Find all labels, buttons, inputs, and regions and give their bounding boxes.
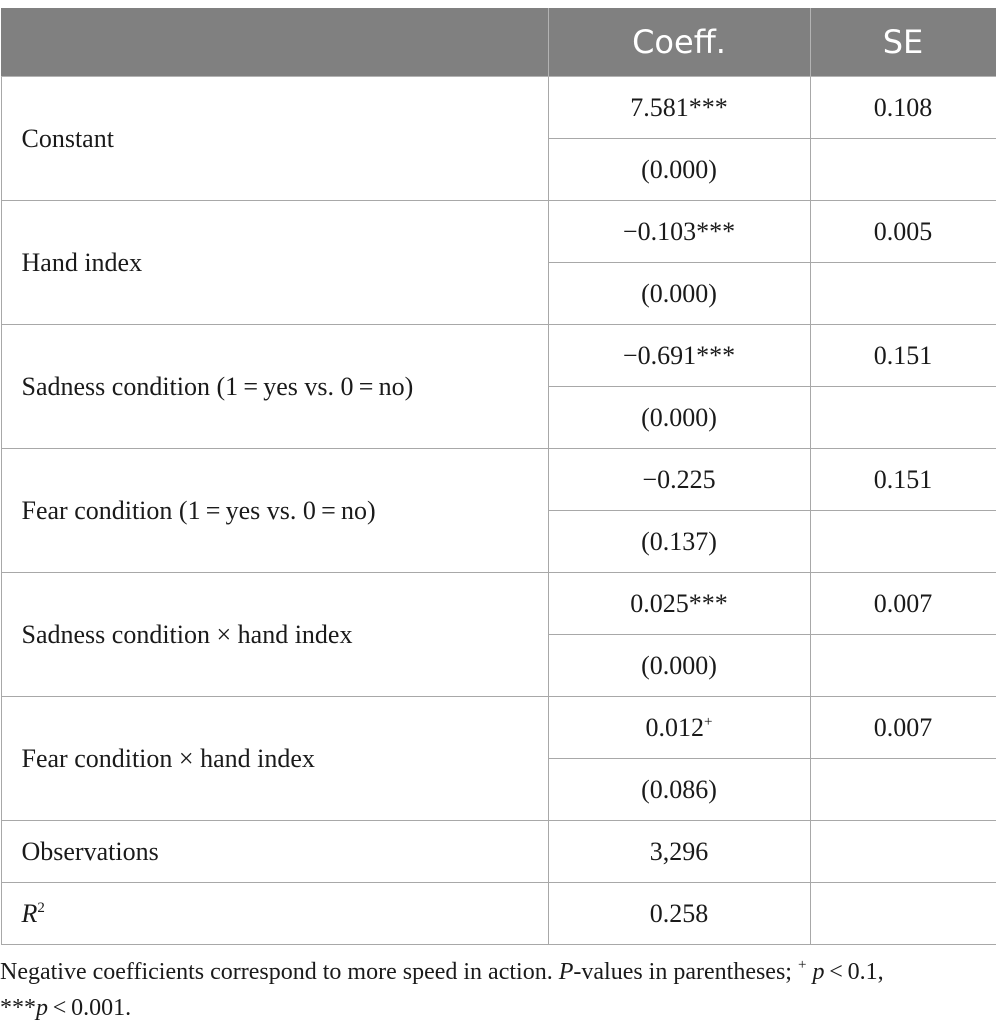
- coef-cell: −0.691***: [548, 325, 810, 387]
- se-cell: 0.108: [810, 77, 996, 139]
- empty-cell: [810, 263, 996, 325]
- pvalue-cell: (0.137): [548, 511, 810, 573]
- se-cell: 0.007: [810, 573, 996, 635]
- note-p-italic: P: [558, 959, 574, 985]
- note-p-italic: p: [812, 959, 825, 985]
- note-text: -values in parentheses;: [573, 959, 798, 985]
- pvalue-cell: (0.000): [548, 263, 810, 325]
- table-row-r2: [1, 883, 996, 945]
- row-label-hand-index: Hand index: [1, 201, 548, 325]
- empty-cell: [810, 139, 996, 201]
- table-row-observations: [1, 821, 996, 883]
- table-row: [1, 449, 996, 511]
- row-label-r2: [1, 883, 548, 945]
- empty-cell: [810, 883, 996, 945]
- regression-table-container: [0, 8, 996, 945]
- se-cell: 0.007: [810, 697, 996, 759]
- empty-cell: [810, 511, 996, 573]
- coef-value: 0.012: [645, 712, 705, 742]
- significance-plus: +: [704, 713, 713, 730]
- r2-letter: R: [21, 898, 38, 928]
- header-blank: [1, 8, 548, 77]
- se-cell: 0.151: [810, 449, 996, 511]
- pvalue-cell: (0.000): [548, 635, 810, 697]
- pvalue-cell: (0.000): [548, 139, 810, 201]
- row-label-sadness-condition: Sadness condition (1 = yes vs. 0 = no): [1, 325, 548, 449]
- empty-cell: [810, 387, 996, 449]
- note-p-italic: p: [36, 995, 48, 1021]
- table-row: [1, 573, 996, 635]
- coef-cell: 7.581***: [548, 77, 810, 139]
- coef-cell: −0.103***: [548, 201, 810, 263]
- table-row: [1, 77, 996, 139]
- note-text: Negative coefficients correspond to more speed in action.: [0, 959, 559, 985]
- note-stars: ***: [0, 995, 36, 1021]
- r2-value: 0.258: [548, 883, 810, 945]
- note-threshold: < 0.1,: [824, 959, 884, 985]
- coef-cell: 0.025***: [548, 573, 810, 635]
- empty-cell: [810, 635, 996, 697]
- header-row: [1, 8, 996, 77]
- regression-table: [1, 8, 996, 945]
- row-label-constant: Constant: [1, 77, 548, 201]
- row-label-sadness-x-hand: Sadness condition × hand index: [1, 573, 548, 697]
- coef-cell: −0.225: [548, 449, 810, 511]
- header-coeff: Coeff.: [548, 8, 810, 77]
- se-cell: 0.151: [810, 325, 996, 387]
- pvalue-cell: (0.086): [548, 759, 810, 821]
- row-label-fear-condition: Fear condition (1 = yes vs. 0 = no): [1, 449, 548, 573]
- r2-superscript: 2: [37, 899, 45, 916]
- observations-value: 3,296: [548, 821, 810, 883]
- row-label-fear-x-hand: Fear condition × hand index: [1, 697, 548, 821]
- header-se: SE: [810, 8, 996, 77]
- table-row: [1, 325, 996, 387]
- empty-cell: [810, 759, 996, 821]
- table-row: [1, 201, 996, 263]
- row-label-observations: Observations: [1, 821, 548, 883]
- note-plus-symbol: +: [797, 957, 807, 973]
- se-cell: 0.005: [810, 201, 996, 263]
- empty-cell: [810, 821, 996, 883]
- coef-cell: [548, 697, 810, 759]
- pvalue-cell: (0.000): [548, 387, 810, 449]
- table-row: [1, 697, 996, 759]
- table-footnote: [0, 954, 996, 1026]
- note-threshold: < 0.001.: [48, 995, 132, 1021]
